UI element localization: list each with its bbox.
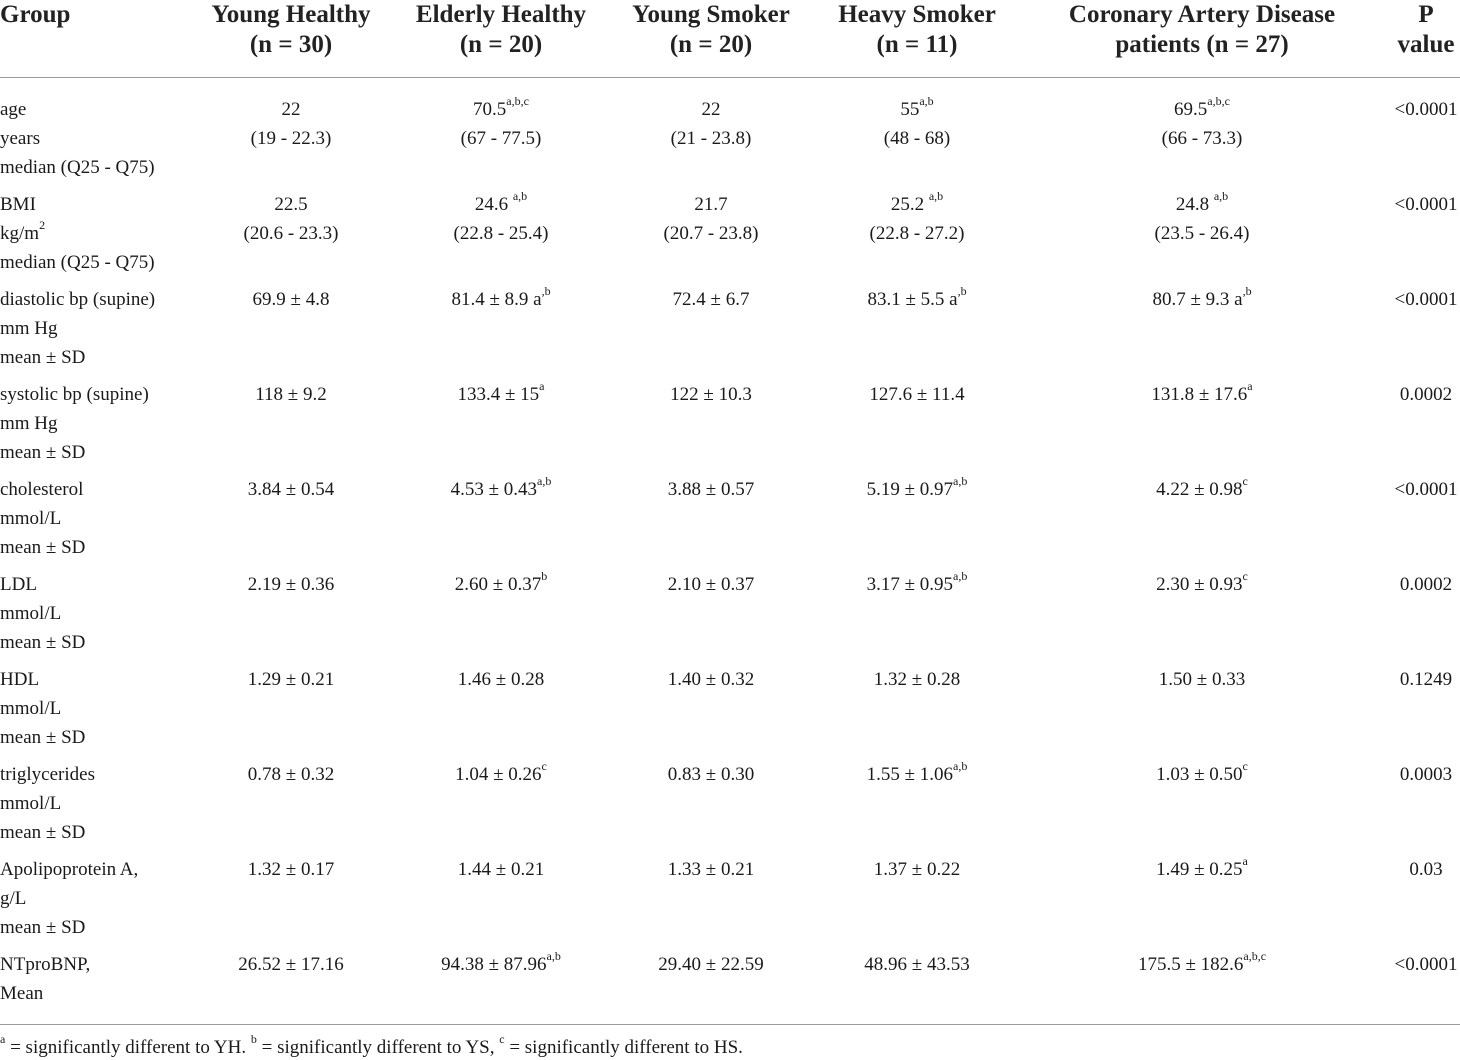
cell-elderly-healthy: 81.4 ± 8.9 $a^{,b}$ <box>451 283 551 310</box>
table-row <box>0 942 1460 1008</box>
cell-young-healthy: 1.32 ± 0.17 <box>247 859 335 880</box>
cell-cad-patients: 1.49 ± 0.25$^a$ <box>1156 853 1248 880</box>
row-label-line: mean ± SD <box>0 632 86 653</box>
cell-heavy-smoker: 127.6 ± 11.4 <box>869 384 965 405</box>
row-label-line: mean ± SD <box>0 822 86 843</box>
row-label-line: systolic bp (supine) <box>0 384 149 405</box>
row-label-line: BMI <box>0 194 36 215</box>
header-young-healthy: Young Healthy (n = 30) <box>192 0 390 78</box>
cell-heavy-smoker: $5.19 \pm 0.97^{a,b}$ <box>866 473 968 500</box>
cell-cad-patients: 80.7 ± 9.3 $a^{,b}$ <box>1152 283 1252 310</box>
cell-elderly-healthy: 70.5$^{a,b,c}$ (67 - 77.5) <box>460 93 542 149</box>
cell-elderly-healthy: $4.53 \pm 0.43^{a,b}$ <box>450 473 552 500</box>
cell-elderly-healthy: 1.04 ± 0.26$^c$ <box>455 758 547 785</box>
row-label-line: mean ± SD <box>0 917 86 938</box>
cell-heavy-smoker: 25.2 $^{a,b}$ (22.8 - 27.2) <box>869 188 965 244</box>
row-label-line: mean ± SD <box>0 347 86 368</box>
cell-young-healthy: 69.9 ± 4.8 <box>252 289 330 310</box>
table-row <box>0 372 1460 467</box>
cell-young-smoker: 1.33 ± 0.21 <box>667 859 755 880</box>
table-footnote: $^a$ = significantly different to YH. $^b$ = significantly different to YS, $^c$ = significantly different to HS. <box>0 1024 1460 1060</box>
row-label-line: mm Hg <box>0 318 58 339</box>
row-label-line: $kg/m^2$ <box>0 217 46 244</box>
cell-elderly-healthy: $94.38 \pm 87.96^{a,b}$ <box>441 948 561 975</box>
row-label-line: median (Q25 - Q75) <box>0 157 155 178</box>
row-label-line: mmol/L <box>0 793 62 814</box>
table-row <box>0 78 1460 183</box>
table-row <box>0 467 1460 562</box>
row-label <box>0 562 192 657</box>
table-row <box>0 657 1460 752</box>
cell-young-healthy: 0.78 ± 0.32 <box>247 764 335 785</box>
row-label-line: mm Hg <box>0 413 58 434</box>
cell-heavy-smoker: 48.96 ± 43.53 <box>864 954 970 975</box>
cell-p-value: <0.0001 <box>1394 954 1458 975</box>
row-label <box>0 182 192 277</box>
row-label-line: mean ± SD <box>0 727 86 748</box>
table-row <box>0 562 1460 657</box>
cell-p-value: 0.1249 <box>1399 669 1453 690</box>
cell-p-value: <0.0001 <box>1394 289 1458 310</box>
row-label-line: cholesterol <box>0 479 84 500</box>
row-label-line: mmol/L <box>0 698 62 719</box>
cell-cad-patients: 69.5$^{a,b,c}$ (66 - 73.3) <box>1161 93 1243 149</box>
cell-elderly-healthy: 24.6 $^{a,b}$ (22.8 - 25.4) <box>453 188 549 244</box>
table-row <box>0 277 1460 372</box>
row-label-line: NTproBNP, <box>0 954 91 975</box>
row-label-line: triglycerides <box>0 764 95 785</box>
cell-cad-patients: 131.8 ± 17.6$^a$ <box>1151 378 1253 405</box>
row-label-line: g/L <box>0 888 27 909</box>
cell-cad-patients: 4.22 ± 0.98$^c$ <box>1156 473 1248 500</box>
cell-p-value: 0.0003 <box>1399 764 1453 785</box>
cell-young-smoker: 1.40 ± 0.32 <box>667 669 755 690</box>
cell-young-healthy: 22.5 (20.6 - 23.3) <box>243 194 339 244</box>
row-label-line: Apolipoprotein A, <box>0 859 139 880</box>
header-p-value: P value <box>1380 0 1460 78</box>
row-label <box>0 78 192 183</box>
cell-young-smoker: 0.83 ± 0.30 <box>667 764 755 785</box>
cell-young-smoker: 22 (21 - 23.8) <box>670 99 752 149</box>
cell-young-healthy: 3.84 ± 0.54 <box>247 479 335 500</box>
table-row <box>0 182 1460 277</box>
cell-young-healthy: 2.19 ± 0.36 <box>247 574 335 595</box>
cell-elderly-healthy: $133.4 \pm 15^a$ <box>457 378 545 405</box>
cell-young-smoker: 2.10 ± 0.37 <box>667 574 755 595</box>
row-label <box>0 942 192 1008</box>
row-label-line: mmol/L <box>0 508 62 529</box>
cell-cad-patients: $175.5 \pm 182.6^{a,b,c}$ <box>1137 948 1267 975</box>
cell-cad-patients: 1.50 ± 0.33 <box>1158 669 1246 690</box>
row-label <box>0 657 192 752</box>
cell-heavy-smoker: 1.37 ± 0.22 <box>873 859 961 880</box>
header-young-smoker: Young Smoker (n = 20) <box>612 0 810 78</box>
cell-p-value: 0.0002 <box>1399 384 1453 405</box>
row-label-line: median (Q25 - Q75) <box>0 252 155 273</box>
cell-young-smoker: 3.88 ± 0.57 <box>667 479 755 500</box>
table-body <box>0 78 1460 1009</box>
cell-elderly-healthy: 2.60 ± 0.37$^b$ <box>454 568 548 595</box>
row-label-line: mean ± SD <box>0 537 86 558</box>
row-label-line: mmol/L <box>0 603 62 624</box>
cell-young-smoker: 21.7 (20.7 - 23.8) <box>663 194 759 244</box>
row-label-line: years <box>0 128 41 149</box>
row-label-line: LDL <box>0 574 37 595</box>
header-group: Group <box>0 0 192 78</box>
cell-cad-patients: 2.30 ± 0.93$^c$ <box>1156 568 1248 595</box>
cell-cad-patients: 24.8 $^{a,b}$ (23.5 - 26.4) <box>1154 188 1250 244</box>
cell-p-value: 0.0002 <box>1399 574 1453 595</box>
row-label <box>0 372 192 467</box>
cell-p-value: <0.0001 <box>1394 99 1458 120</box>
table-row <box>0 847 1460 942</box>
cell-heavy-smoker: $1.55 \pm 1.06^{a,b}$ <box>866 758 968 785</box>
row-label-line: age <box>0 99 27 120</box>
cell-p-value: <0.0001 <box>1394 194 1458 215</box>
cell-young-smoker: 72.4 ± 6.7 <box>672 289 750 310</box>
cell-heavy-smoker: 83.1 ± 5.5 $a^{,b}$ <box>867 283 967 310</box>
cell-young-healthy: 118 ± 9.2 <box>255 384 327 405</box>
cell-cad-patients: 1.03 ± 0.50$^c$ <box>1156 758 1248 785</box>
row-label-line: diastolic bp (supine) <box>0 289 156 310</box>
row-label <box>0 847 192 942</box>
row-label <box>0 277 192 372</box>
row-label-line: HDL <box>0 669 40 690</box>
row-label-line: mean ± SD <box>0 442 86 463</box>
cell-elderly-healthy: 1.46 ± 0.28 <box>457 669 545 690</box>
cell-young-healthy: 1.29 ± 0.21 <box>247 669 335 690</box>
table-row <box>0 752 1460 847</box>
cell-young-healthy: 26.52 ± 17.16 <box>238 954 344 975</box>
row-label <box>0 467 192 562</box>
header-elderly-healthy: Elderly Healthy (n = 20) <box>390 0 612 78</box>
cell-p-value: 0.03 <box>1409 859 1443 880</box>
header-cad-patients: Coronary Artery Disease patients (n = 27) <box>1024 0 1380 78</box>
cell-p-value: <0.0001 <box>1394 479 1458 500</box>
cell-elderly-healthy: 1.44 ± 0.21 <box>457 859 545 880</box>
cell-young-smoker: 122 ± 10.3 <box>670 384 752 405</box>
row-label-line: Mean <box>0 983 44 1004</box>
header-heavy-smoker: Heavy Smoker (n = 11) <box>810 0 1024 78</box>
cell-young-smoker: 29.40 ± 22.59 <box>658 954 764 975</box>
cell-heavy-smoker: $3.17 \pm 0.95^{a,b}$ <box>866 568 968 595</box>
cell-heavy-smoker: 1.32 ± 0.28 <box>873 669 961 690</box>
table-header <box>0 0 1460 78</box>
row-label <box>0 752 192 847</box>
cell-heavy-smoker: 55$^{a,b}$ (48 - 68) <box>883 93 951 149</box>
cell-young-healthy: 22 (19 - 22.3) <box>250 99 332 149</box>
